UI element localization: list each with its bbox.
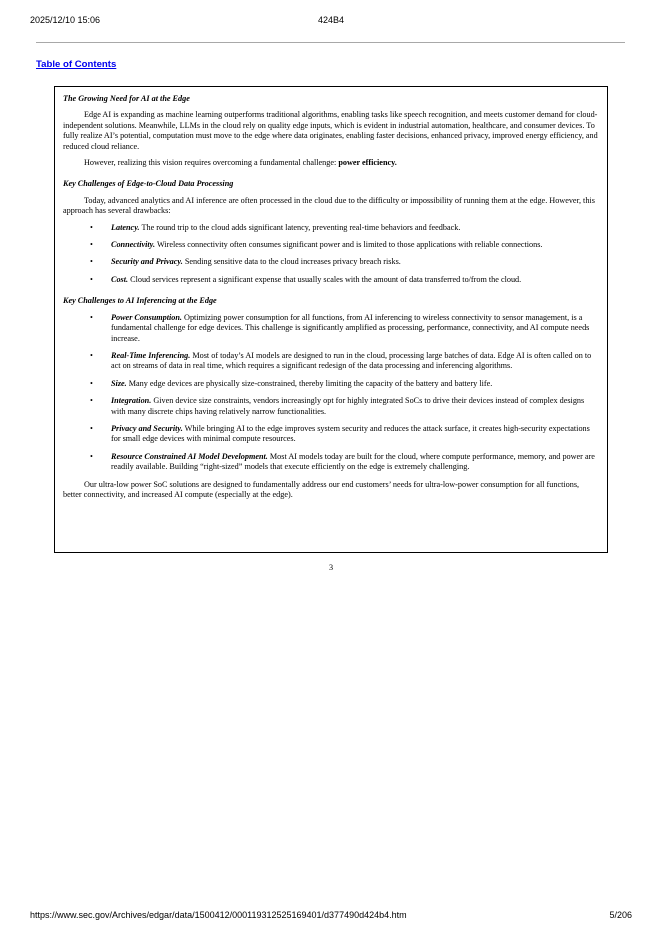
list-item <box>63 396 599 417</box>
bullet-text: Wireless connectivity often consumes significant power and is limited to those applications with reliable connections. <box>155 240 543 250</box>
bullet-lead: Connectivity. <box>111 240 156 250</box>
bullet-icon: • <box>90 423 93 433</box>
bullet-lead: Cost. <box>111 274 129 284</box>
bullet-text: Most AI models today are built for the cloud, where compute performance, memory, and power are readily available. Building “right-sized” models that execute efficiently on the edge is extremely challenging. <box>111 451 595 472</box>
list-item <box>63 240 599 250</box>
bullet-lead: Latency. <box>111 222 140 232</box>
paragraph-drawbacks: Today, advanced analytics and AI inference are often processed in the cloud due to the difficulty or impossibility of running them at the edge. However, this approach has several drawbacks: <box>63 195 595 216</box>
print-url: https://www.sec.gov/Archives/edgar/data/1500412/000119312525169401/d377490d424b4.htm <box>30 910 407 920</box>
section-heading-ai-inferencing: Key Challenges to AI Inferencing at the Edge <box>63 296 217 306</box>
bullet-icon: • <box>90 396 93 406</box>
paragraph-closing: Our ultra-low power SoC solutions are designed to fundamentally address our end customers’ needs for ultra-low-power consumption for all functions, better connectivity, and increased AI compute (especially at the edge). <box>63 479 580 499</box>
bullet-text: Sending sensitive data to the cloud increases privacy breach risks. <box>182 257 401 267</box>
section-heading-growing-need: The Growing Need for AI at the Edge <box>63 94 190 103</box>
bullet-list-edge-to-cloud <box>63 223 599 286</box>
section-heading-edge-to-cloud: Key Challenges of Edge-to-Cloud Data Processing <box>63 179 234 189</box>
table-of-contents-link[interactable]: Table of Contents <box>36 59 117 70</box>
bullet-text: Optimizing power consumption for all functions, from AI inferencing to wireless connectivity to sensor management, is a fundamental challenge for edge devices. This challenge is significantly amplified as processing, performance, connectivity, and AI compute needs increase. <box>111 312 590 343</box>
bullet-text: Many edge devices are physically size-constrained, thereby limiting the capacity of the battery and battery life. <box>126 378 493 388</box>
bullet-icon: • <box>90 378 93 388</box>
list-item <box>63 424 599 445</box>
bullet-icon: • <box>90 350 93 360</box>
bullet-icon: • <box>90 312 93 322</box>
print-document-title: 424B4 <box>317 15 345 25</box>
print-footer <box>30 910 632 924</box>
list-item <box>63 275 599 285</box>
list-item <box>63 223 599 233</box>
page-number: 3 <box>328 563 334 572</box>
bullet-text: Given device size constraints, vendors increasingly opt for highly integrated SoCs to drive their devices instead of complex designs with many discrete chips having relatively narrow functionalities. <box>111 396 585 416</box>
list-item <box>63 452 599 473</box>
print-datetime: 2025/12/10 15:06 <box>30 15 101 25</box>
bold-phrase: power efficiency. <box>338 158 397 168</box>
bullet-lead: Resource Constrained AI Model Development. <box>111 451 268 461</box>
bullet-icon: • <box>90 274 93 284</box>
paragraph-edge-ai-expanding: Edge AI is expanding as machine learning outperforms traditional algorithms, enabling tasks like speech recognition, and meets customer demand for cloud-independent solutions. Meanwhile, LLMs in the cloud rely on quality edge inputs, which is evident in industrial automation, healthcare, and consumer devices. To fully realize AI’s potential, computation must move to the edge where data originates, enabling faster decisions, enhanced privacy, improved energy efficiency, and reduced cloud reliance. <box>63 110 598 151</box>
bullet-lead: Integration. <box>111 396 152 406</box>
bullet-lead: Power Consumption. <box>111 312 182 322</box>
horizontal-rule <box>36 42 625 43</box>
bullet-lead: Size. <box>111 378 127 388</box>
bullet-list-ai-inferencing <box>63 313 599 473</box>
print-page-count: 5/206 <box>609 910 632 920</box>
list-item <box>63 379 599 389</box>
bullet-text: Cloud services represent a significant expense that usually scales with the amount of data transferred to/from the cloud. <box>128 274 522 284</box>
bullet-lead: Security and Privacy. <box>111 257 183 267</box>
bullet-text: The round trip to the cloud adds significant latency, preventing real-time behaviors and feedback. <box>139 222 461 232</box>
bullet-icon: • <box>90 240 93 250</box>
print-header <box>30 15 632 29</box>
bullet-icon: • <box>90 222 93 232</box>
content-box <box>54 86 608 553</box>
bullet-icon: • <box>90 451 93 461</box>
list-item <box>63 313 599 344</box>
paragraph-text: However, realizing this vision requires overcoming a fundamental challenge: <box>84 158 339 168</box>
paragraph-power-efficiency <box>63 158 599 168</box>
bullet-text: While bringing AI to the edge improves system security and reduces the attack surface, it creates high-security expectations for small edge devices with minimal compute resources. <box>111 423 590 444</box>
list-item <box>63 257 599 267</box>
list-item <box>63 351 599 372</box>
bullet-icon: • <box>90 257 93 267</box>
bullet-lead: Privacy and Security. <box>111 423 183 433</box>
bullet-lead: Real-Time Inferencing. <box>111 350 191 360</box>
bullet-text: Most of today’s AI models are designed to run in the cloud, processing large batches of data. Edge AI is often called on to act on streams of data in real time, which requires a significant redesign of the data processing and inferencing algorithms. <box>111 350 592 371</box>
